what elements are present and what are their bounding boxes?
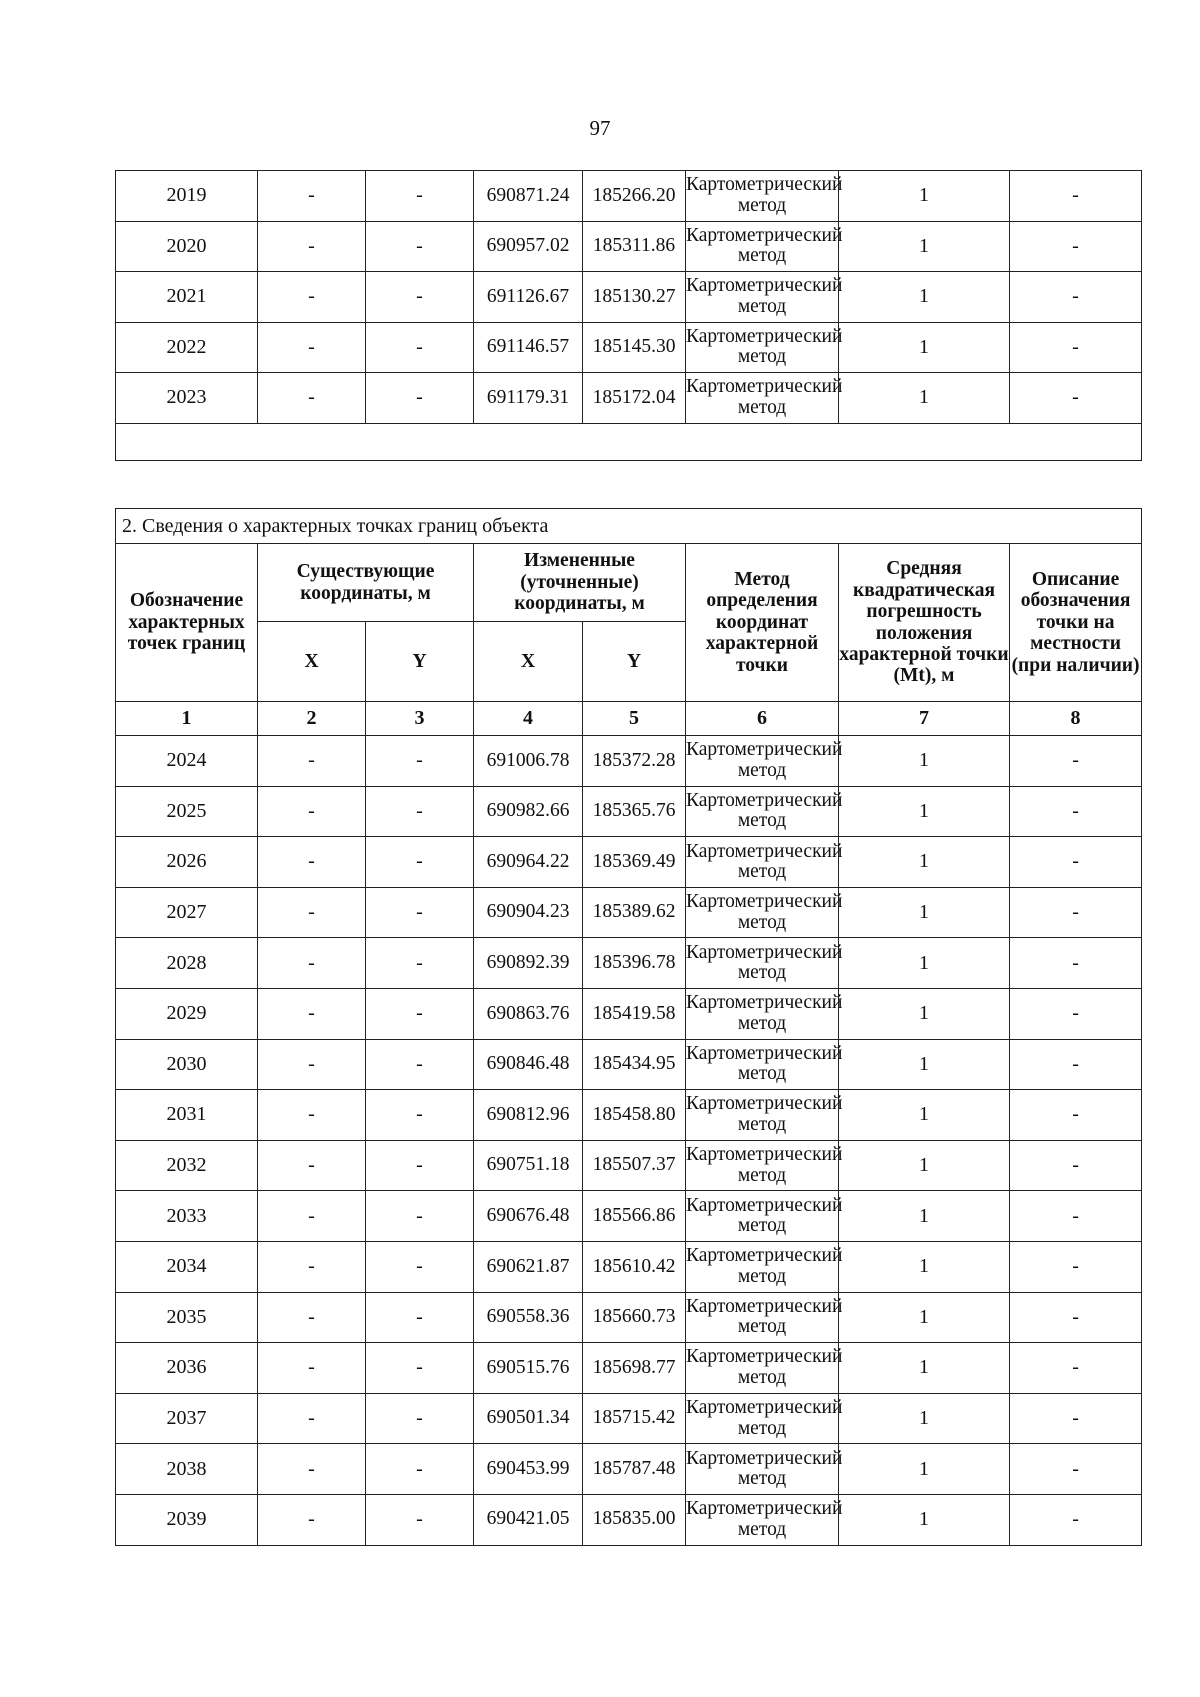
cell-existing-x: - [258, 322, 366, 373]
cell-point: 2032 [116, 1140, 258, 1191]
cell-existing-x: - [258, 1494, 366, 1545]
cell-method: Картометрический метод [686, 887, 839, 938]
cell-method: Картометрический метод [686, 786, 839, 837]
cell-method: Картометрический метод [686, 1444, 839, 1495]
cell-mt: 1 [839, 786, 1010, 837]
cell-point: 2020 [116, 221, 258, 272]
cell-y: 185311.86 [583, 221, 686, 272]
cell-y: 185835.00 [583, 1494, 686, 1545]
header-changed-x: X [474, 622, 583, 702]
cell-x: 690676.48 [474, 1191, 583, 1242]
cell-x: 691179.31 [474, 373, 583, 424]
cell-x: 690621.87 [474, 1241, 583, 1292]
header-existing-x: X [258, 622, 366, 702]
cell-point: 2036 [116, 1343, 258, 1394]
cell-mt: 1 [839, 1393, 1010, 1444]
cell-existing-y: - [366, 1039, 474, 1090]
cell-description: - [1010, 1444, 1142, 1495]
cell-existing-y: - [366, 272, 474, 323]
cell-mt: 1 [839, 837, 1010, 888]
cell-mt: 1 [839, 1140, 1010, 1191]
cell-y: 185715.42 [583, 1393, 686, 1444]
cell-x: 690501.34 [474, 1393, 583, 1444]
cell-mt: 1 [839, 272, 1010, 323]
column-number: 4 [474, 702, 583, 736]
cell-method: Картометрический метод [686, 1039, 839, 1090]
cell-mt: 1 [839, 1090, 1010, 1141]
cell-existing-y: - [366, 1494, 474, 1545]
cell-existing-y: - [366, 1090, 474, 1141]
cell-y: 185389.62 [583, 887, 686, 938]
cell-description: - [1010, 1140, 1142, 1191]
cell-mt: 1 [839, 1444, 1010, 1495]
cell-description: - [1010, 736, 1142, 787]
cell-y: 185130.27 [583, 272, 686, 323]
cell-y: 185266.20 [583, 171, 686, 222]
cell-existing-y: - [366, 322, 474, 373]
table-row [116, 736, 1142, 787]
table-row [116, 322, 1142, 373]
cell-point: 2026 [116, 837, 258, 888]
cell-mt: 1 [839, 322, 1010, 373]
cell-method: Картометрический метод [686, 221, 839, 272]
cell-point: 2019 [116, 171, 258, 222]
cell-description: - [1010, 1292, 1142, 1343]
cell-x: 690863.76 [474, 988, 583, 1039]
cell-description: - [1010, 786, 1142, 837]
cell-point: 2022 [116, 322, 258, 373]
cell-mt: 1 [839, 373, 1010, 424]
cell-x: 690846.48 [474, 1039, 583, 1090]
header-changed-y: Y [583, 622, 686, 702]
table-row [116, 786, 1142, 837]
cell-y: 185660.73 [583, 1292, 686, 1343]
cell-point: 2030 [116, 1039, 258, 1090]
table-row [116, 1090, 1142, 1141]
cell-mt: 1 [839, 988, 1010, 1039]
cell-existing-y: - [366, 1343, 474, 1394]
cell-description: - [1010, 1241, 1142, 1292]
cell-x: 690812.96 [474, 1090, 583, 1141]
cell-method: Картометрический метод [686, 272, 839, 323]
table-row [116, 1292, 1142, 1343]
cell-existing-x: - [258, 171, 366, 222]
cell-point: 2035 [116, 1292, 258, 1343]
cell-point: 2025 [116, 786, 258, 837]
cell-point: 2027 [116, 887, 258, 938]
cell-point: 2033 [116, 1191, 258, 1242]
cell-y: 185434.95 [583, 1039, 686, 1090]
cell-x: 690964.22 [474, 837, 583, 888]
cell-method: Картометрический метод [686, 736, 839, 787]
cell-y: 185458.80 [583, 1090, 686, 1141]
cell-point: 2021 [116, 272, 258, 323]
cell-y: 185369.49 [583, 837, 686, 888]
header-mt: Средняя квадратическая погрешность положения характерной точки (Mt), м [839, 544, 1010, 702]
cell-existing-y: - [366, 1444, 474, 1495]
empty-row [116, 423, 1142, 460]
cell-existing-y: - [366, 1140, 474, 1191]
header-point: Обозначение характерных точек границ [116, 544, 258, 702]
cell-method: Картометрический метод [686, 1292, 839, 1343]
top-coordinates-table [115, 170, 1142, 461]
cell-x: 690751.18 [474, 1140, 583, 1191]
top-table-body [116, 171, 1142, 424]
cell-y: 185566.86 [583, 1191, 686, 1242]
cell-x: 690982.66 [474, 786, 583, 837]
cell-mt: 1 [839, 887, 1010, 938]
cell-description: - [1010, 322, 1142, 373]
cell-existing-x: - [258, 786, 366, 837]
cell-mt: 1 [839, 736, 1010, 787]
cell-y: 185507.37 [583, 1140, 686, 1191]
table-row [116, 938, 1142, 989]
cell-description: - [1010, 373, 1142, 424]
cell-y: 185172.04 [583, 373, 686, 424]
cell-mt: 1 [839, 1494, 1010, 1545]
cell-y: 185419.58 [583, 988, 686, 1039]
cell-mt: 1 [839, 171, 1010, 222]
cell-existing-x: - [258, 272, 366, 323]
cell-point: 2039 [116, 1494, 258, 1545]
cell-point: 2024 [116, 736, 258, 787]
cell-point: 2038 [116, 1444, 258, 1495]
header-existing-y: Y [366, 622, 474, 702]
cell-method: Картометрический метод [686, 373, 839, 424]
cell-existing-x: - [258, 1343, 366, 1394]
cell-method: Картометрический метод [686, 1241, 839, 1292]
cell-existing-y: - [366, 1393, 474, 1444]
cell-existing-y: - [366, 171, 474, 222]
cell-y: 185396.78 [583, 938, 686, 989]
cell-description: - [1010, 171, 1142, 222]
cell-x: 690515.76 [474, 1343, 583, 1394]
column-numbers-row [116, 702, 1142, 736]
cell-x: 690871.24 [474, 171, 583, 222]
cell-y: 185365.76 [583, 786, 686, 837]
cell-method: Картометрический метод [686, 1090, 839, 1141]
table-row [116, 1039, 1142, 1090]
cell-existing-x: - [258, 373, 366, 424]
table-row [116, 171, 1142, 222]
cell-existing-y: - [366, 837, 474, 888]
cell-description: - [1010, 1393, 1142, 1444]
cell-y: 185372.28 [583, 736, 686, 787]
cell-existing-y: - [366, 786, 474, 837]
cell-x: 690421.05 [474, 1494, 583, 1545]
cell-description: - [1010, 988, 1142, 1039]
cell-existing-y: - [366, 1241, 474, 1292]
header-existing: Существующие координаты, м [258, 544, 474, 622]
cell-point: 2028 [116, 938, 258, 989]
boundary-points-table [115, 508, 1142, 1546]
cell-point: 2037 [116, 1393, 258, 1444]
column-number: 7 [839, 702, 1010, 736]
cell-description: - [1010, 272, 1142, 323]
cell-y: 185145.30 [583, 322, 686, 373]
table-row [116, 1140, 1142, 1191]
cell-existing-x: - [258, 938, 366, 989]
cell-mt: 1 [839, 938, 1010, 989]
cell-existing-x: - [258, 736, 366, 787]
cell-method: Картометрический метод [686, 171, 839, 222]
cell-existing-x: - [258, 837, 366, 888]
cell-y: 185610.42 [583, 1241, 686, 1292]
cell-description: - [1010, 1494, 1142, 1545]
cell-x: 691126.67 [474, 272, 583, 323]
cell-description: - [1010, 1090, 1142, 1141]
cell-description: - [1010, 837, 1142, 888]
cell-description: - [1010, 887, 1142, 938]
table-row [116, 1241, 1142, 1292]
cell-existing-x: - [258, 1241, 366, 1292]
cell-existing-y: - [366, 887, 474, 938]
header-changed: Измененные (уточненные) координаты, м [474, 544, 686, 622]
table-row [116, 887, 1142, 938]
cell-x: 690957.02 [474, 221, 583, 272]
cell-existing-x: - [258, 1393, 366, 1444]
cell-existing-y: - [366, 373, 474, 424]
column-number: 8 [1010, 702, 1142, 736]
table-row [116, 221, 1142, 272]
cell-method: Картометрический метод [686, 938, 839, 989]
column-number: 2 [258, 702, 366, 736]
cell-existing-x: - [258, 988, 366, 1039]
cell-mt: 1 [839, 1191, 1010, 1242]
cell-method: Картометрический метод [686, 1140, 839, 1191]
header-method: Метод определения координат характерной точки [686, 544, 839, 702]
cell-existing-y: - [366, 988, 474, 1039]
cell-x: 691146.57 [474, 322, 583, 373]
cell-method: Картометрический метод [686, 837, 839, 888]
cell-method: Картометрический метод [686, 1494, 839, 1545]
cell-x: 690558.36 [474, 1292, 583, 1343]
cell-existing-y: - [366, 221, 474, 272]
cell-method: Картометрический метод [686, 1343, 839, 1394]
table-row [116, 988, 1142, 1039]
cell-existing-x: - [258, 1292, 366, 1343]
cell-method: Картометрический метод [686, 1393, 839, 1444]
cell-existing-x: - [258, 1444, 366, 1495]
cell-existing-y: - [366, 736, 474, 787]
cell-existing-x: - [258, 1140, 366, 1191]
cell-mt: 1 [839, 1343, 1010, 1394]
cell-y: 185787.48 [583, 1444, 686, 1495]
table-row [116, 373, 1142, 424]
table-row [116, 1191, 1142, 1242]
column-number: 5 [583, 702, 686, 736]
page-number: 97 [589, 116, 611, 140]
cell-point: 2029 [116, 988, 258, 1039]
cell-point: 2023 [116, 373, 258, 424]
table-row [116, 1393, 1142, 1444]
table-row [116, 1343, 1142, 1394]
cell-method: Картометрический метод [686, 322, 839, 373]
cell-x: 690453.99 [474, 1444, 583, 1495]
cell-x: 690892.39 [474, 938, 583, 989]
cell-description: - [1010, 1343, 1142, 1394]
cell-method: Картометрический метод [686, 1191, 839, 1242]
table-row [116, 1494, 1142, 1545]
column-number: 6 [686, 702, 839, 736]
main-table-body [116, 736, 1142, 1546]
table-row [116, 1444, 1142, 1495]
cell-x: 690904.23 [474, 887, 583, 938]
cell-description: - [1010, 221, 1142, 272]
cell-mt: 1 [839, 221, 1010, 272]
cell-existing-x: - [258, 887, 366, 938]
cell-existing-y: - [366, 1191, 474, 1242]
cell-description: - [1010, 1039, 1142, 1090]
cell-existing-y: - [366, 1292, 474, 1343]
cell-description: - [1010, 1191, 1142, 1242]
cell-x: 691006.78 [474, 736, 583, 787]
cell-mt: 1 [839, 1292, 1010, 1343]
cell-y: 185698.77 [583, 1343, 686, 1394]
cell-existing-x: - [258, 1090, 366, 1141]
cell-description: - [1010, 938, 1142, 989]
section-title: 2. Сведения о характерных точках границ объекта [116, 509, 1142, 544]
column-number: 1 [116, 702, 258, 736]
cell-existing-x: - [258, 1039, 366, 1090]
cell-existing-y: - [366, 938, 474, 989]
cell-method: Картометрический метод [686, 988, 839, 1039]
cell-mt: 1 [839, 1241, 1010, 1292]
header-desc: Описание обозначения точки на местности (при наличии) [1010, 544, 1142, 702]
cell-existing-x: - [258, 221, 366, 272]
table-row [116, 837, 1142, 888]
table-row [116, 272, 1142, 323]
cell-existing-x: - [258, 1191, 366, 1242]
cell-point: 2034 [116, 1241, 258, 1292]
cell-mt: 1 [839, 1039, 1010, 1090]
cell-point: 2031 [116, 1090, 258, 1141]
column-number: 3 [366, 702, 474, 736]
